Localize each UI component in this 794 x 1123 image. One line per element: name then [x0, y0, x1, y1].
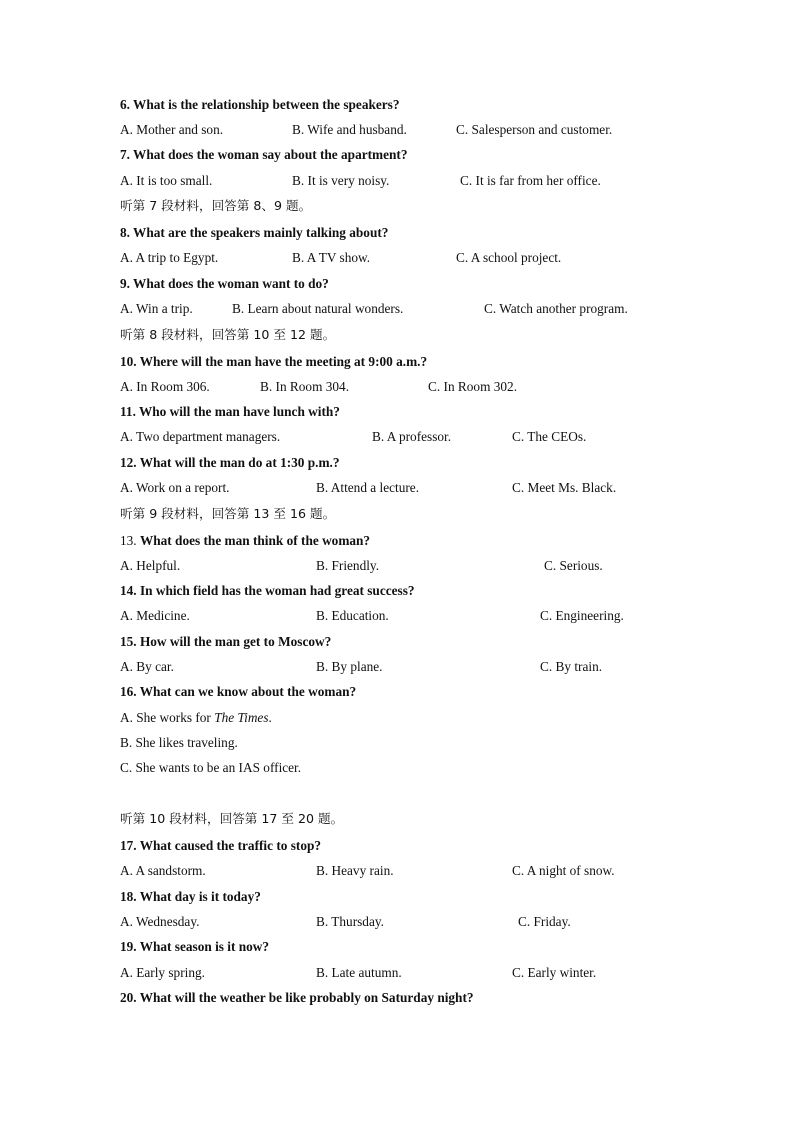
q17-option-a: A. A sandstorm. — [120, 863, 206, 878]
q6-option-b: B. Wife and husband. — [292, 122, 407, 137]
question-10: 10. Where will the man have the meeting at 9:00 a.m.? — [120, 354, 428, 369]
question-7: 7. What does the woman say about the apartment? — [120, 147, 408, 162]
question-17: 17. What caused the traffic to stop? — [120, 838, 322, 853]
question-11: 11. Who will the man have lunch with? — [120, 404, 340, 419]
q16-option-c: C. She wants to be an IAS officer. — [120, 760, 302, 775]
q16-option-a-suffix: . — [268, 710, 272, 725]
q17-option-c: C. A night of snow. — [512, 863, 615, 878]
q9-option-c: C. Watch another program. — [484, 301, 628, 316]
q12-option-c: C. Meet Ms. Black. — [512, 480, 617, 495]
q8-option-b: B. A TV show. — [292, 250, 371, 265]
question-6: 6. What is the relationship between the speakers? — [120, 97, 400, 112]
q15-option-a: A. By car. — [120, 659, 174, 674]
question-9: 9. What does the woman want to do? — [120, 276, 329, 291]
q19-option-a: A. Early spring. — [120, 965, 205, 980]
q13-option-a: A. Helpful. — [120, 558, 181, 573]
q13-option-c: C. Serious. — [544, 558, 603, 573]
q10-option-c: C. In Room 302. — [428, 379, 518, 394]
q14-option-a: A. Medicine. — [120, 608, 190, 623]
q16-option-a-prefix: A. She works for — [120, 710, 215, 725]
q14-option-b: B. Education. — [316, 608, 389, 623]
question-15: 15. How will the man get to Moscow? — [120, 634, 332, 649]
q7-option-a: A. It is too small. — [120, 173, 213, 188]
q6-option-c: C. Salesperson and customer. — [456, 122, 613, 137]
q14-option-c: C. Engineering. — [540, 608, 624, 623]
q18-option-c: C. Friday. — [518, 914, 571, 929]
question-20: 20. What will the weather be like probably on Saturday night? — [120, 990, 474, 1005]
question-19: 19. What season is it now? — [120, 939, 269, 954]
q19-option-b: B. Late autumn. — [316, 965, 402, 980]
question-14: 14. In which field has the woman had great success? — [120, 583, 415, 598]
question-8: 8. What are the speakers mainly talking about? — [120, 225, 389, 240]
q11-option-c: C. The CEOs. — [512, 429, 587, 444]
question-16: 16. What can we know about the woman? — [120, 684, 357, 699]
q12-option-b: B. Attend a lecture. — [316, 480, 420, 495]
q16-option-a-title: The Times — [214, 710, 269, 725]
q9-option-a: A. Win a trip. — [120, 301, 193, 316]
section-header-7: 听第 7 段材料，回答第 8、9 题。 — [120, 198, 312, 213]
q16-option-a — [120, 710, 272, 726]
section-header-10: 听第 10 段材料，回答第 17 至 20 题。 — [120, 811, 344, 826]
question-13-number: 13. — [120, 533, 137, 548]
q8-option-a: A. A trip to Egypt. — [120, 250, 219, 265]
q11-option-a: A. Two department managers. — [120, 429, 281, 444]
section-header-8: 听第 8 段材料，回答第 10 至 12 题。 — [120, 327, 336, 342]
question-12: 12. What will the man do at 1:30 p.m.? — [120, 455, 340, 470]
q6-option-a: A. Mother and son. — [120, 122, 224, 137]
question-13 — [120, 533, 370, 549]
q15-option-c: C. By train. — [540, 659, 603, 674]
q12-option-a: A. Work on a report. — [120, 480, 230, 495]
q18-option-b: B. Thursday. — [316, 914, 384, 929]
q9-option-b: B. Learn about natural wonders. — [232, 301, 404, 316]
q15-option-b: B. By plane. — [316, 659, 383, 674]
q7-option-b: B. It is very noisy. — [292, 173, 390, 188]
q13-option-b: B. Friendly. — [316, 558, 380, 573]
q17-option-b: B. Heavy rain. — [316, 863, 394, 878]
question-18: 18. What day is it today? — [120, 889, 261, 904]
q8-option-c: C. A school project. — [456, 250, 562, 265]
section-header-9: 听第 9 段材料，回答第 13 至 16 题。 — [120, 506, 336, 521]
q10-option-b: B. In Room 304. — [260, 379, 350, 394]
q7-option-c: C. It is far from her office. — [460, 173, 601, 188]
q16-option-b: B. She likes traveling. — [120, 735, 238, 750]
q10-option-a: A. In Room 306. — [120, 379, 210, 394]
q11-option-b: B. A professor. — [372, 429, 452, 444]
q19-option-c: C. Early winter. — [512, 965, 597, 980]
q18-option-a: A. Wednesday. — [120, 914, 200, 929]
question-13-text: What does the man think of the woman? — [139, 533, 371, 548]
